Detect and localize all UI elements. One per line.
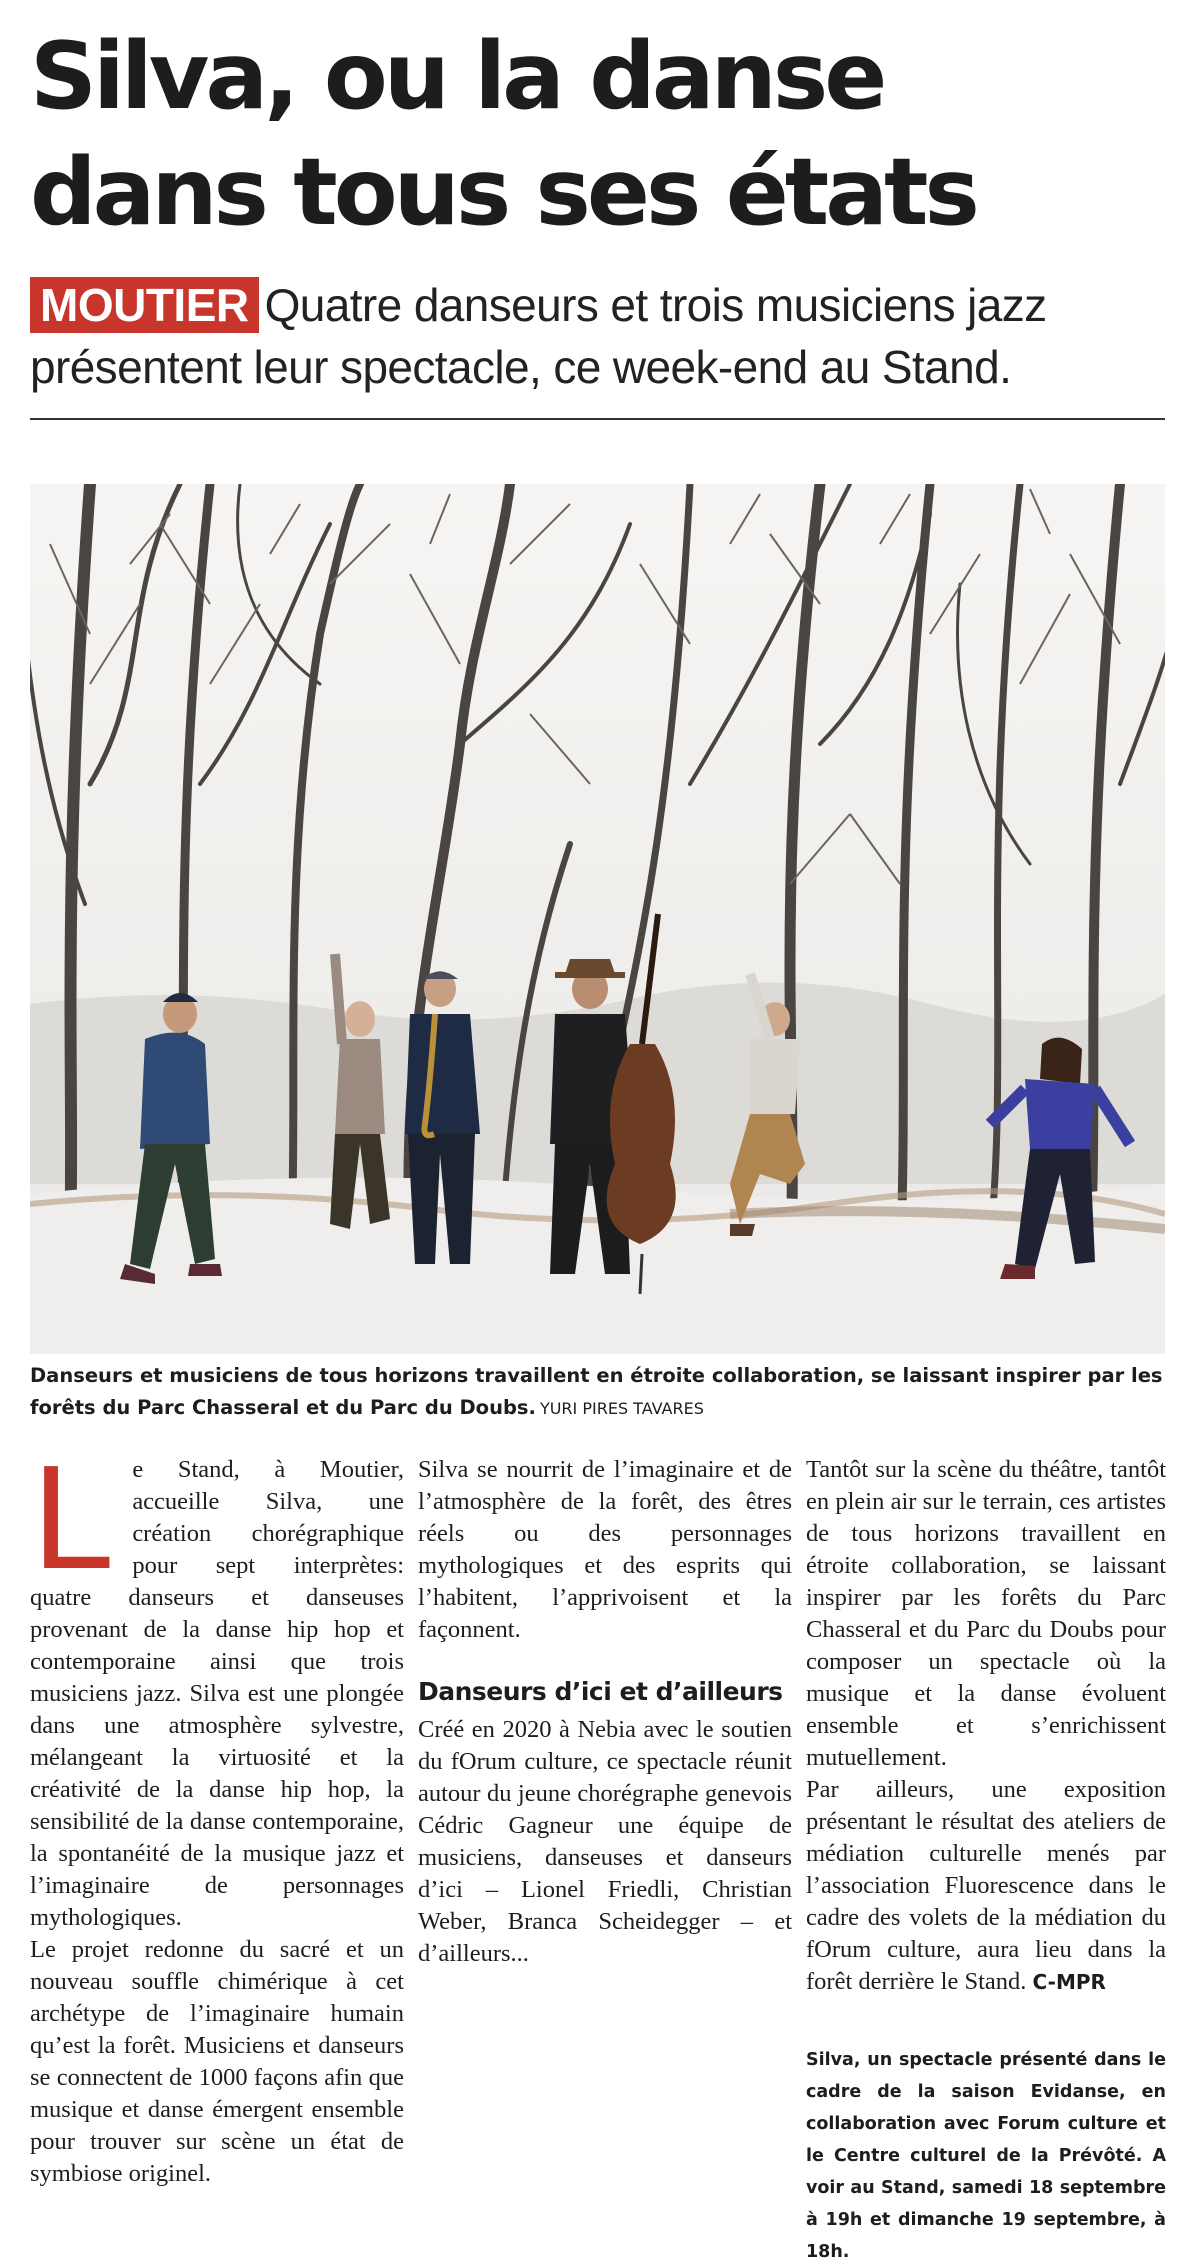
header-divider xyxy=(30,418,1165,420)
body-paragraph-1 xyxy=(30,1435,404,1934)
body-paragraph-1-text: e Stand, à Moutier, accueille Silva, une création chorégraphique pour sept interprètes: quatre danseurs et danseuses provenant de la danse hip hop et contemporaine ainsi que trois musiciens jazz. Silva est une plongée dans une atmosphère sylvestre, mélangeant la virtuosité et la créativité de la danse hip hop, la sensibilité de la danse contemporaine, la spontanéité de la musique jazz et l’imaginaire de personnages mythologiques. xyxy=(30,1456,404,1931)
location-kicker: MOUTIER xyxy=(30,277,259,333)
headline xyxy=(30,18,1165,250)
photo-credit: YURI PIRES TAVARES xyxy=(539,1399,704,1418)
body-paragraph-4: Créé en 2020 à Nebia avec le soutien du fOrum culture, ce spectacle réunit autour du jeune chorégraphe genevois Cédric Gagneur une équipe de musiciens, danseuses et danseurs d’ici – Lionel Friedli, Christian Weber, Branca Scheidegger – et d’ailleurs... xyxy=(418,1716,792,1967)
author-signature: C-MPR xyxy=(1032,1970,1106,1994)
lead xyxy=(30,274,1170,398)
body-paragraph-6-text: Par ailleurs, une exposition présentant le résultat des ateliers de médiation culturelle menés par l’association Fluorescence dans le cadre des volets de la médiation du fOrum culture, aura lieu dans la forêt derrière le Stand. xyxy=(806,1776,1166,1995)
article-photo xyxy=(30,484,1165,1354)
headline-line-1: Silva, ou la danse xyxy=(30,22,884,130)
photo-caption xyxy=(30,1360,1165,1425)
body-paragraph-5: Tantôt sur la scène du théâtre, tantôt en plein air sur le terrain, ces artistes de tous horizons travaillent en étroite collaboration, se laissant inspirer par les forêts du Parc Chasseral et du Parc du Doubs pour composer un spectacle où la musique et la danse évoluent ensemble et s’enrichissent mutuellement. xyxy=(806,1456,1166,1771)
dropcap: L xyxy=(32,1435,115,1600)
caption-text: Danseurs et musiciens de tous horizons travaillent en étroite collaboration, se laissant inspirer par les forêts du Parc Chasseral et du Parc du Doubs. xyxy=(30,1364,1163,1419)
subheading: Danseurs d’ici et d’ailleurs xyxy=(418,1677,783,1706)
headline-line-2: dans tous ses états xyxy=(30,138,976,246)
column-1 xyxy=(30,1435,404,2190)
newspaper-page xyxy=(30,0,1166,2262)
column-2 xyxy=(418,1454,792,1970)
lead-text: Quatre danseurs et trois musiciens jazz présentent leur spectacle, ce week-end au Stand. xyxy=(30,279,1047,393)
body-paragraph-6 xyxy=(806,1774,1166,1998)
body-paragraph-2: Le projet redonne du sacré et un nouveau souffle chimérique à cet archétype de l’imaginaire humain qu’est la forêt. Musiciens et danseurs se connectent de 1000 façons afin que musique et danse émergent ensemble pour trouver sur scène un état de symbiose originel. xyxy=(30,1936,404,2187)
event-info-box: Silva, un spectacle présenté dans le cadre de la saison Evidanse, en collaboration avec Forum culture et le Centre culturel de la Prévôté. A voir au Stand, samedi 18 septembre à 19h et dimanche 19 septembre, à 18h. xyxy=(806,2050,1166,2262)
body-paragraph-3: Silva se nourrit de l’imaginaire et de l’atmosphère de la forêt, des êtres réels ou des personnages mythologiques et des esprits qui l’habitent, l’apprivoisent et la façonnent. xyxy=(418,1456,792,1643)
column-3 xyxy=(806,1454,1166,2268)
